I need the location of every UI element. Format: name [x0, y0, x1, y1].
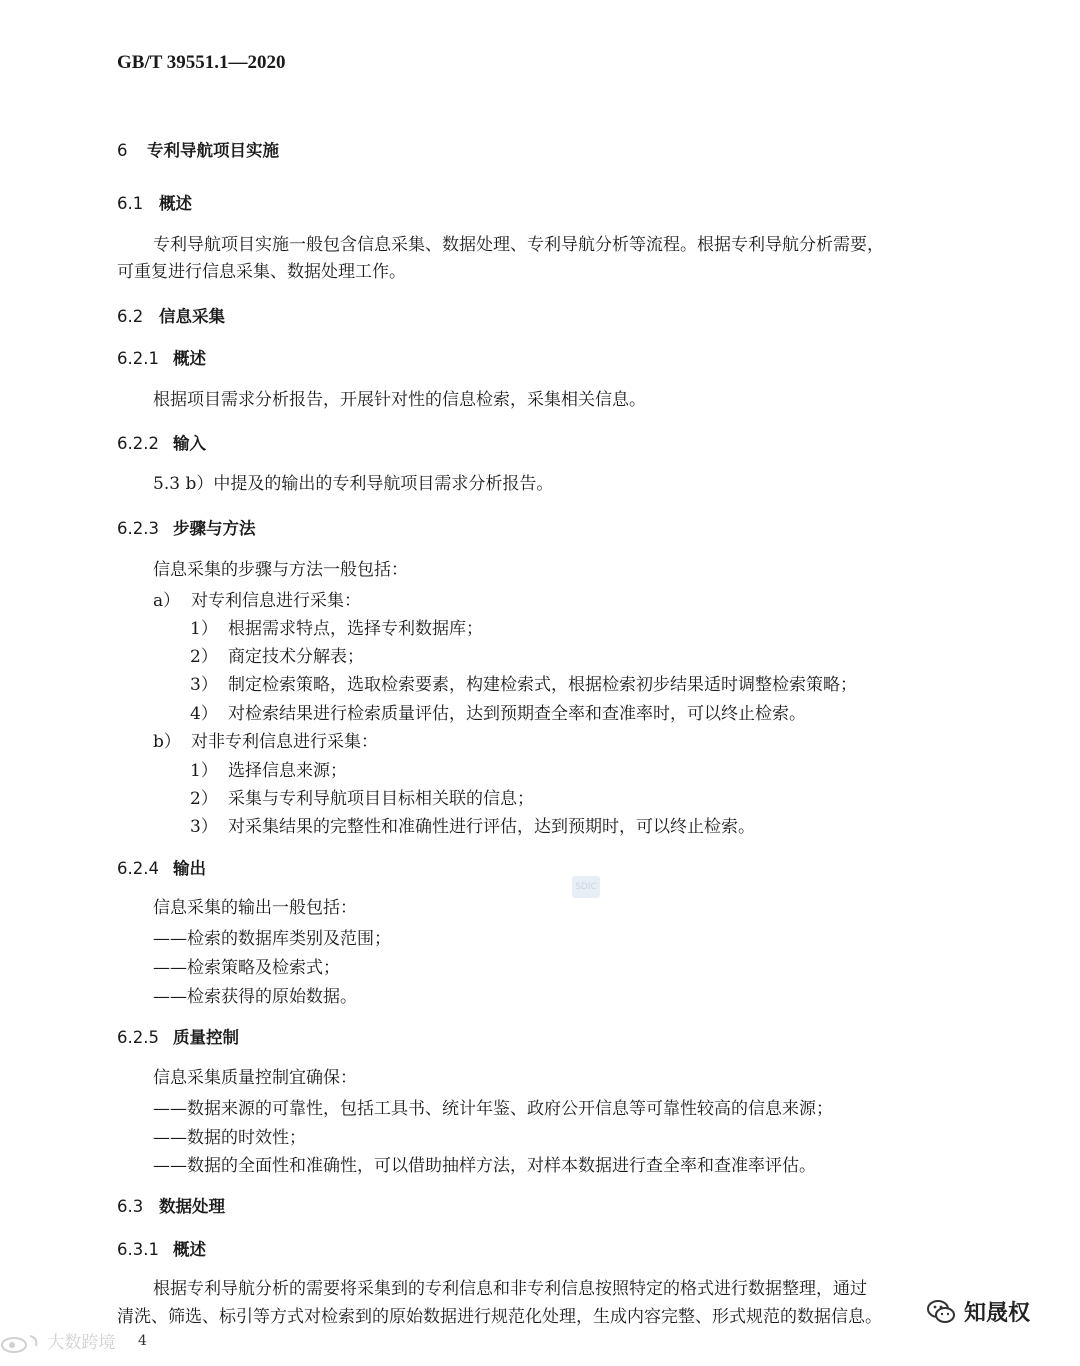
section-6-1-heading: [117, 190, 192, 214]
section-title: 专利导航项目实施: [147, 141, 279, 160]
section-title: 输入: [173, 434, 206, 453]
watermark-logo: SDIC: [572, 876, 600, 898]
watermark-left: [0, 1328, 115, 1354]
list-text: 根据需求特点，选择专利数据库；: [228, 619, 483, 639]
section-number: 6.2.2: [117, 434, 159, 453]
section-number: 6.3.1: [117, 1240, 159, 1259]
paragraph-line: 可重复进行信息采集、数据处理工作。: [117, 262, 406, 282]
list-label: 3）: [190, 675, 218, 695]
list-item: [190, 699, 806, 724]
list-label: b）: [153, 732, 181, 752]
section-title: 概述: [173, 349, 206, 368]
section-6-2-2-heading: [117, 430, 206, 454]
watermark-right: [926, 1296, 1030, 1327]
section-number: 6.2.4: [117, 859, 159, 878]
list-text: 选择信息来源；: [228, 761, 347, 781]
section-6-2-1-heading: [117, 345, 206, 369]
paragraph-line: 根据项目需求分析报告，开展针对性的信息检索，采集相关信息。: [153, 390, 646, 410]
section-6-2-heading: [117, 303, 225, 327]
dash-list-item: ——检索策略及检索式；: [153, 958, 340, 978]
section-title: 输出: [173, 859, 206, 878]
paragraph-line: 5.3 b）中提及的输出的专利导航项目需求分析报告。: [153, 474, 554, 494]
dash-list-item: ——数据的时效性；: [153, 1128, 306, 1148]
list-label: 1）: [190, 619, 218, 639]
section-title: 数据处理: [159, 1197, 225, 1216]
list-label: a）: [153, 591, 181, 611]
section-title: 信息采集: [159, 307, 225, 326]
watermark-left-text: 大数跨境: [47, 1333, 116, 1353]
page-number: 4: [138, 1333, 147, 1349]
section-number: 6: [117, 141, 128, 160]
list-text: 商定技术分解表；: [228, 647, 364, 667]
dash-list-item: ——数据来源的可靠性，包括工具书、统计年鉴、政府公开信息等可靠性较高的信息来源；: [153, 1099, 833, 1119]
list-text: 对专利信息进行采集：: [191, 591, 361, 611]
list-item: [190, 642, 364, 667]
section-number: 6.3: [117, 1197, 144, 1216]
list-text: 对检索结果进行检索质量评估，达到预期查全率和查准率时，可以终止检索。: [228, 704, 806, 724]
section-6-2-3-heading: [117, 515, 256, 539]
list-label: 1）: [190, 761, 218, 781]
weibo-logo-icon: [0, 1332, 42, 1354]
list-text: 制定检索策略，选取检索要素，构建检索式，根据检索初步结果适时调整检索策略；: [228, 675, 857, 695]
list-text: 对非专利信息进行采集：: [191, 732, 378, 752]
standard-number: GB/T 39551.1—2020: [117, 52, 286, 73]
dash-list-item: ——检索的数据库类别及范围；: [153, 929, 391, 949]
list-item: [190, 812, 755, 837]
list-item: [190, 756, 347, 781]
dash-list-item: ——数据的全面性和准确性，可以借助抽样方法，对样本数据进行查全率和查准率评估。: [153, 1156, 816, 1176]
list-text: 采集与专利导航项目目标相关联的信息；: [228, 789, 534, 809]
section-6-3-heading: [117, 1193, 225, 1217]
list-item: [190, 784, 534, 809]
section-6-heading: [117, 137, 279, 161]
section-number: 6.2.3: [117, 519, 159, 538]
paragraph-line: 信息采集质量控制宜确保：: [153, 1068, 357, 1088]
watermark-right-text: 知晟权: [964, 1301, 1031, 1326]
section-number: 6.2: [117, 307, 144, 326]
section-number: 6.1: [117, 194, 144, 213]
section-title: 概述: [173, 1240, 206, 1259]
list-label: 2）: [190, 789, 218, 809]
paragraph-line: 根据专利导航分析的需要将采集到的专利信息和非专利信息按照特定的格式进行数据整理，通过: [153, 1279, 867, 1299]
paragraph-line: 清洗、筛选、标引等方式对检索到的原始数据进行规范化处理，生成内容完整、形式规范的数据信息。: [117, 1307, 882, 1327]
section-6-2-4-heading: [117, 855, 206, 879]
dash-list-item: ——检索获得的原始数据。: [153, 987, 357, 1007]
list-label: 3）: [190, 817, 218, 837]
section-title: 质量控制: [173, 1028, 239, 1047]
list-text: 对采集结果的完整性和准确性进行评估，达到预期时，可以终止检索。: [228, 817, 755, 837]
section-6-3-1-heading: [117, 1236, 206, 1260]
wechat-logo-icon: [926, 1298, 956, 1326]
section-number: 6.2.5: [117, 1028, 159, 1047]
list-item: [190, 614, 483, 639]
section-title: 步骤与方法: [173, 519, 256, 538]
list-item: [153, 727, 378, 752]
paragraph-line: 专利导航项目实施一般包含信息采集、数据处理、专利导航分析等流程。根据专利导航分析需要，: [153, 235, 884, 255]
section-6-2-5-heading: [117, 1024, 239, 1048]
section-number: 6.2.1: [117, 349, 159, 368]
paragraph-line: 信息采集的输出一般包括：: [153, 898, 357, 918]
list-label: 2）: [190, 647, 218, 667]
paragraph-line: 信息采集的步骤与方法一般包括：: [153, 560, 408, 580]
list-item: [153, 586, 361, 611]
list-label: 4）: [190, 704, 218, 724]
list-item: [190, 670, 857, 695]
section-title: 概述: [159, 194, 192, 213]
